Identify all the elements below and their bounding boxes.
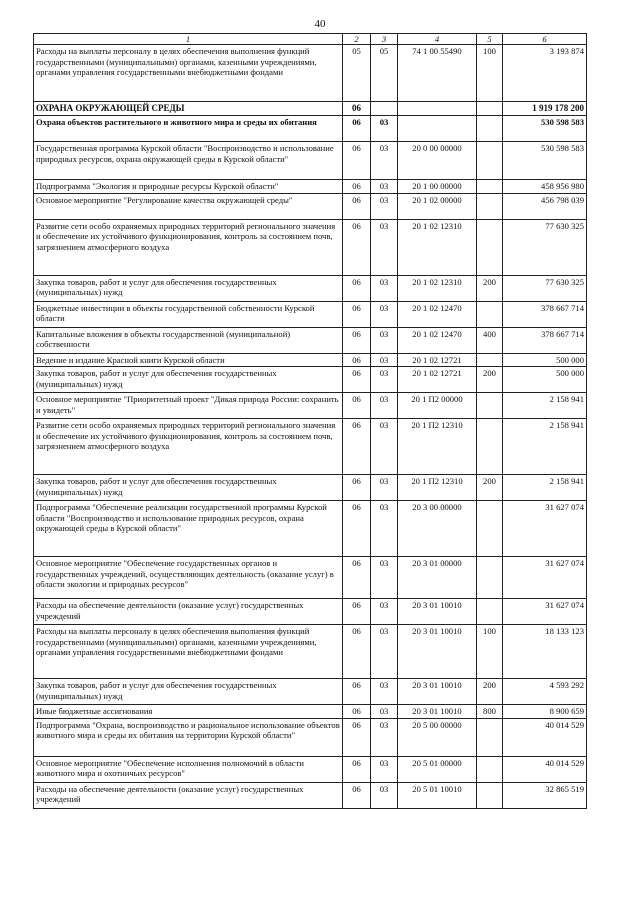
row-amount: 1 919 178 200 — [503, 102, 587, 116]
row-expense-type — [477, 419, 503, 475]
table-row — [34, 353, 587, 367]
row-name: Охрана объектов растительного и животного мира и среды их обитания — [34, 116, 343, 142]
row-razdel: 06 — [343, 353, 371, 367]
row-name: Подпрограмма "Обеспечение реализации государственной программы Курской области "Воспроизводство и использование природных ресурсов, охрана окружающей среды в Курской области" — [34, 501, 343, 557]
table-row — [34, 705, 587, 719]
row-name: Бюджетные инвестиции в объекты государственной собственности Курской области — [34, 301, 343, 327]
row-name: Расходы на выплаты персоналу в целях обеспечения выполнения функций государственными (муниципальными) органами, казенными учреждениями, органами управления государственными внебюджетными фондами — [34, 625, 343, 679]
table-row — [34, 102, 587, 116]
column-number: 5 — [477, 34, 503, 45]
row-podrazdel — [371, 102, 398, 116]
column-number: 6 — [503, 34, 587, 45]
row-razdel: 06 — [343, 475, 371, 501]
row-expense-type — [477, 393, 503, 419]
row-razdel: 06 — [343, 142, 371, 180]
row-expense-type — [477, 219, 503, 275]
row-target-code: 20 5 01 00000 — [398, 756, 477, 782]
row-name: Расходы на выплаты персоналу в целях обеспечения выполнения функций государственными (муниципальными) органами, казенными учреждениями, органами управления государственными внебюджетными фондами — [34, 45, 343, 102]
row-podrazdel: 03 — [371, 353, 398, 367]
row-expense-type: 200 — [477, 475, 503, 501]
table-row — [34, 193, 587, 219]
row-razdel: 06 — [343, 501, 371, 557]
row-podrazdel: 03 — [371, 782, 398, 808]
row-expense-type — [477, 180, 503, 194]
row-expense-type: 800 — [477, 705, 503, 719]
row-expense-type: 200 — [477, 275, 503, 301]
row-podrazdel: 03 — [371, 193, 398, 219]
row-razdel: 06 — [343, 367, 371, 393]
row-expense-type — [477, 301, 503, 327]
row-podrazdel: 03 — [371, 219, 398, 275]
row-target-code: 20 1 П2 00000 — [398, 393, 477, 419]
table-row — [34, 625, 587, 679]
row-target-code: 20 3 01 10010 — [398, 679, 477, 705]
row-name: Иные бюджетные ассигнования — [34, 705, 343, 719]
row-expense-type — [477, 142, 503, 180]
row-razdel: 06 — [343, 782, 371, 808]
row-expense-type: 400 — [477, 327, 503, 353]
row-razdel: 06 — [343, 219, 371, 275]
table-row — [34, 782, 587, 808]
column-number: 3 — [371, 34, 398, 45]
row-razdel: 06 — [343, 599, 371, 625]
row-name: Основное мероприятие "Приоритетный проект "Дикая природа России: сохранить и увидеть" — [34, 393, 343, 419]
row-amount: 2 158 941 — [503, 419, 587, 475]
row-name: Основное мероприятие "Обеспечение исполнения полномочий в области животного мира и охотничьих ресурсов" — [34, 756, 343, 782]
row-razdel: 06 — [343, 625, 371, 679]
row-name: Основное мероприятие "Обеспечение государственных органов и государственных учреждений, осуществляющих деятельность (оказание услуг) в области экологии и природных ресурсов" — [34, 557, 343, 599]
row-amount: 530 598 583 — [503, 142, 587, 180]
row-razdel: 06 — [343, 193, 371, 219]
row-podrazdel: 03 — [371, 501, 398, 557]
row-name: Закупка товаров, работ и услуг для обеспечения государственных (муниципальных) нужд — [34, 475, 343, 501]
row-expense-type — [477, 501, 503, 557]
row-expense-type — [477, 116, 503, 142]
row-amount: 40 014 529 — [503, 756, 587, 782]
row-target-code: 20 1 02 12470 — [398, 327, 477, 353]
row-amount: 530 598 583 — [503, 116, 587, 142]
row-amount: 77 630 325 — [503, 219, 587, 275]
row-expense-type — [477, 599, 503, 625]
row-target-code: 20 1 02 00000 — [398, 193, 477, 219]
row-amount: 31 627 074 — [503, 599, 587, 625]
row-podrazdel: 03 — [371, 301, 398, 327]
row-target-code: 20 0 00 00000 — [398, 142, 477, 180]
row-razdel: 06 — [343, 705, 371, 719]
row-name: Закупка товаров, работ и услуг для обеспечения государственных (муниципальных) нужд — [34, 679, 343, 705]
row-target-code: 20 1 02 12470 — [398, 301, 477, 327]
row-target-code: 20 1 00 00000 — [398, 180, 477, 194]
table-row — [34, 501, 587, 557]
row-podrazdel: 05 — [371, 45, 398, 102]
row-amount: 458 956 980 — [503, 180, 587, 194]
row-name: Основное мероприятие "Регулирование качества окружающей среды" — [34, 193, 343, 219]
row-name: Расходы на обеспечение деятельности (оказание услуг) государственных учреждений — [34, 599, 343, 625]
row-razdel: 06 — [343, 301, 371, 327]
row-target-code: 20 1 02 12721 — [398, 367, 477, 393]
table-row — [34, 275, 587, 301]
row-amount: 31 627 074 — [503, 557, 587, 599]
row-target-code: 20 1 02 12310 — [398, 219, 477, 275]
row-expense-type — [477, 193, 503, 219]
table-row — [34, 679, 587, 705]
row-expense-type — [477, 353, 503, 367]
table-row — [34, 718, 587, 756]
row-name: Развитие сети особо охраняемых природных территорий регионального значения и обеспечение их устойчивого функционирования, контроль за состоянием почв, загрязнением атмосферного воздуха — [34, 419, 343, 475]
table-row — [34, 116, 587, 142]
row-razdel: 06 — [343, 718, 371, 756]
table-row — [34, 557, 587, 599]
row-expense-type: 200 — [477, 367, 503, 393]
table-row — [34, 393, 587, 419]
row-name: Подпрограмма "Экология и природные ресурсы Курской области" — [34, 180, 343, 194]
row-target-code: 20 5 00 00000 — [398, 718, 477, 756]
row-amount: 378 667 714 — [503, 301, 587, 327]
table-row — [34, 367, 587, 393]
row-podrazdel: 03 — [371, 557, 398, 599]
row-razdel: 06 — [343, 180, 371, 194]
table-row — [34, 45, 587, 102]
row-name: Развитие сети особо охраняемых природных территорий регионального значения и обеспечение их устойчивого функционирования, контроль за состоянием почв, загрязнением атмосферного воздуха — [34, 219, 343, 275]
row-razdel: 06 — [343, 557, 371, 599]
table-row — [34, 180, 587, 194]
row-razdel: 06 — [343, 419, 371, 475]
column-number: 2 — [343, 34, 371, 45]
row-razdel: 06 — [343, 327, 371, 353]
row-amount: 18 133 123 — [503, 625, 587, 679]
row-target-code: 20 3 00 00000 — [398, 501, 477, 557]
row-expense-type: 100 — [477, 625, 503, 679]
row-amount: 40 014 529 — [503, 718, 587, 756]
table-row — [34, 756, 587, 782]
row-expense-type — [477, 782, 503, 808]
row-target-code: 20 3 01 10010 — [398, 599, 477, 625]
row-target-code — [398, 102, 477, 116]
row-name: ОХРАНА ОКРУЖАЮЩЕЙ СРЕДЫ — [34, 102, 343, 116]
table-row — [34, 142, 587, 180]
row-target-code: 20 3 01 10010 — [398, 705, 477, 719]
row-name: Ведение и издание Красной книги Курской области — [34, 353, 343, 367]
table-row — [34, 475, 587, 501]
row-podrazdel: 03 — [371, 705, 398, 719]
row-target-code: 20 1 02 12721 — [398, 353, 477, 367]
row-name: Закупка товаров, работ и услуг для обеспечения государственных (муниципальных) нужд — [34, 367, 343, 393]
table-row — [34, 419, 587, 475]
row-podrazdel: 03 — [371, 275, 398, 301]
row-razdel: 05 — [343, 45, 371, 102]
column-number: 4 — [398, 34, 477, 45]
row-amount: 31 627 074 — [503, 501, 587, 557]
row-razdel: 06 — [343, 679, 371, 705]
row-razdel: 06 — [343, 275, 371, 301]
row-name: Капитальные вложения в объекты государственной (муниципальной) собственности — [34, 327, 343, 353]
row-expense-type — [477, 756, 503, 782]
row-razdel: 06 — [343, 756, 371, 782]
row-amount: 4 593 292 — [503, 679, 587, 705]
column-number: 1 — [34, 34, 343, 45]
row-name: Государственная программа Курской области "Воспроизводство и использование природных ресурсов, охрана окружающей среды в Курской области" — [34, 142, 343, 180]
row-podrazdel: 03 — [371, 475, 398, 501]
page-number: 40 — [314, 18, 326, 30]
row-amount: 2 158 941 — [503, 475, 587, 501]
row-amount: 2 158 941 — [503, 393, 587, 419]
row-name: Расходы на обеспечение деятельности (оказание услуг) государственных учреждений — [34, 782, 343, 808]
row-podrazdel: 03 — [371, 419, 398, 475]
row-target-code: 20 5 01 10010 — [398, 782, 477, 808]
row-podrazdel: 03 — [371, 393, 398, 419]
row-amount: 500 000 — [503, 353, 587, 367]
row-podrazdel: 03 — [371, 142, 398, 180]
row-name: Закупка товаров, работ и услуг для обеспечения государственных (муниципальных) нужд — [34, 275, 343, 301]
row-amount: 32 865 519 — [503, 782, 587, 808]
row-podrazdel: 03 — [371, 756, 398, 782]
row-podrazdel: 03 — [371, 327, 398, 353]
row-razdel: 06 — [343, 116, 371, 142]
row-podrazdel: 03 — [371, 367, 398, 393]
row-expense-type — [477, 718, 503, 756]
row-podrazdel: 03 — [371, 679, 398, 705]
row-target-code: 20 1 П2 12310 — [398, 419, 477, 475]
row-razdel: 06 — [343, 393, 371, 419]
row-podrazdel: 03 — [371, 599, 398, 625]
table-header-row — [34, 34, 587, 45]
table-row — [34, 327, 587, 353]
row-amount: 3 193 874 — [503, 45, 587, 102]
table-row — [34, 219, 587, 275]
row-amount: 77 630 325 — [503, 275, 587, 301]
row-target-code: 20 3 01 10010 — [398, 625, 477, 679]
row-amount: 378 667 714 — [503, 327, 587, 353]
row-target-code: 74 1 00 55490 — [398, 45, 477, 102]
row-amount: 8 900 659 — [503, 705, 587, 719]
row-podrazdel: 03 — [371, 180, 398, 194]
row-target-code — [398, 116, 477, 142]
table-row — [34, 599, 587, 625]
row-podrazdel: 03 — [371, 625, 398, 679]
row-expense-type: 100 — [477, 45, 503, 102]
row-razdel: 06 — [343, 102, 371, 116]
row-expense-type: 200 — [477, 679, 503, 705]
row-target-code: 20 1 П2 12310 — [398, 475, 477, 501]
row-expense-type — [477, 557, 503, 599]
budget-table — [33, 33, 587, 809]
row-name: Подпрограмма "Охрана, воспроизводство и рациональное использование объектов животного мира и среды их обитания на территории Курской области" — [34, 718, 343, 756]
row-expense-type — [477, 102, 503, 116]
row-target-code: 20 1 02 12310 — [398, 275, 477, 301]
table-row — [34, 301, 587, 327]
row-podrazdel: 03 — [371, 116, 398, 142]
row-amount: 500 000 — [503, 367, 587, 393]
row-target-code: 20 3 01 00000 — [398, 557, 477, 599]
row-amount: 456 798 039 — [503, 193, 587, 219]
row-podrazdel: 03 — [371, 718, 398, 756]
